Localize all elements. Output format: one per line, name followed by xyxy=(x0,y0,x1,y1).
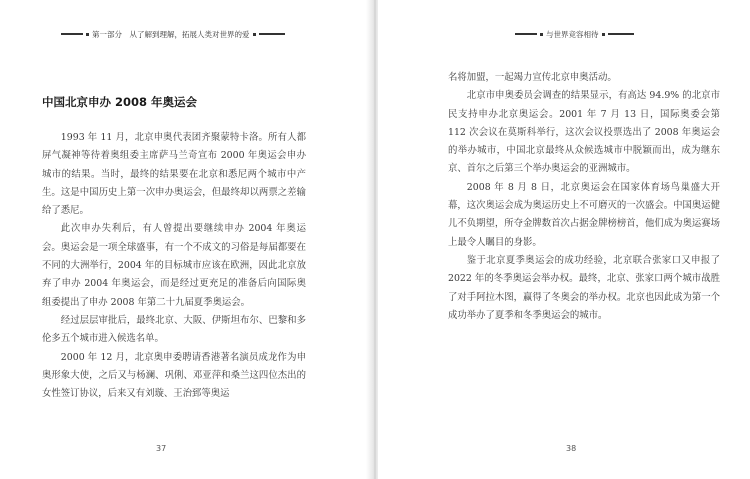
right-body-text xyxy=(448,69,720,325)
left-running-head xyxy=(61,27,285,41)
paragraph: 经过层层审批后，最终北京、大阪、伊斯坦布尔、巴黎和多伦多五个城市进入候选名单。 xyxy=(42,314,306,345)
header-rule xyxy=(515,33,537,35)
page-number-right: 38 xyxy=(566,444,577,453)
left-running-head-text: 第一部分 从了解到理解，拓展人类对世界的爱 xyxy=(92,29,250,39)
header-bullet-icon xyxy=(602,33,605,36)
header-rule xyxy=(608,33,634,35)
left-page xyxy=(0,0,372,479)
left-body-text xyxy=(42,129,306,403)
paragraph: 名将加盟，一起竭力宣传北京申奥活动。 xyxy=(448,72,617,83)
paragraph: 1993 年 11 月，北京申奥代表团齐聚蒙特卡洛。所有人都屏气凝神等待着奥组委主席萨马兰奇宣布 2000 年奥运会申办城市的结果。当时，最终的结果要在北京和悉尼两个城市中产生。这是中国历史上第一次申办奥运会，但最终却以两票之差输给了悉尼。 xyxy=(42,132,306,217)
right-running-head xyxy=(515,27,634,41)
header-rule xyxy=(61,33,83,35)
paragraph: 2008 年 8 月 8 日，北京奥运会在国家体育场鸟巢盛大开幕，这次奥运会成为奥运历史上不可磨灭的一次盛会。中国奥运健儿不负期望，所夺金牌数首次占据金牌榜榜首，他们成为奥运赛场上最令人瞩目的身影。 xyxy=(448,181,720,248)
header-bullet-icon xyxy=(540,33,543,36)
paragraph: 2000 年 12 月，北京奥申委聘请香港著名演员成龙作为申奥形象大使，之后又与杨澜、巩俐、邓亚萍和桑兰这四位杰出的女性签订协议，后来又有刘璇、王治郅等奥运 xyxy=(42,351,306,400)
page-number-left: 37 xyxy=(156,444,167,453)
chapter-heading: 中国北京申办 2008 年奥运会 xyxy=(42,95,198,109)
header-bullet-icon xyxy=(86,33,89,36)
paragraph: 鉴于北京夏季奥运会的成功经验，北京联合张家口又申报了 2022 年的冬季奥运会举办权。最终，北京、张家口两个城市战胜了对手阿拉木图，赢得了冬奥会的举办权。北京也因此成为第一个成功举办了夏季和冬季奥运会的城市。 xyxy=(448,254,720,321)
header-rule xyxy=(259,33,285,35)
paragraph: 此次申办失利后，有人曾提出要继续申办 2004 年奥运会。奥运会是一项全球盛事，有一个不成文的习俗是每届都要在不同的大洲举行，2004 年的目标城市应该在欧洲，因此北京放弃了申办 2004 年奥运会，而是经过更充足的准备后向国际奥组委提出了申办 2008 年第二十九届夏季奥运会。 xyxy=(42,223,306,308)
right-page xyxy=(378,0,750,479)
paragraph: 北京市申奥委员会调查的结果显示，有高达 94.9% 的北京市民支持申办北京奥运会。2001 年 7 月 13 日，国际奥委会第 112 次会议在莫斯科举行，这次会议投票选出了 2008 年奥运会的举办城市，中国北京最终从众候选城市中脱颖而出，成为继东京、首尔之后第三个举办奥运会的亚洲城市。 xyxy=(448,90,720,175)
header-bullet-icon xyxy=(253,33,256,36)
right-running-head-text: 与世界竞容相待 xyxy=(546,29,599,39)
